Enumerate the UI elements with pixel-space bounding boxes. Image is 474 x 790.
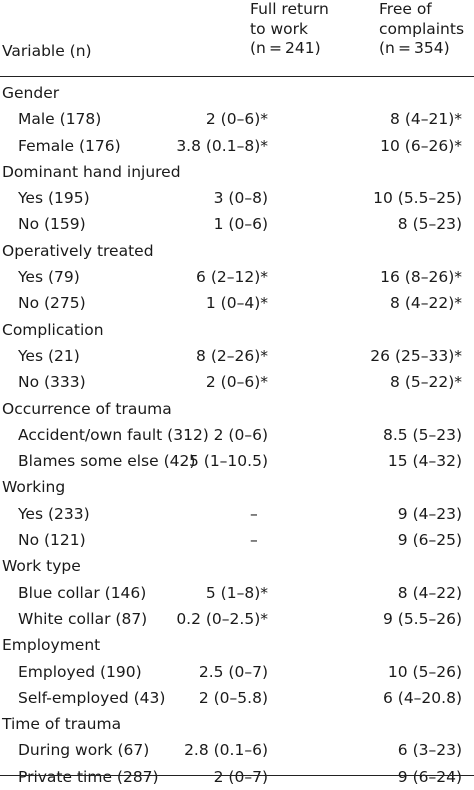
cell-full-return: 5 (1–8)* (205, 583, 268, 602)
group-header-row (0, 159, 474, 185)
table-row (0, 106, 474, 132)
row-label: Yes (21) (18, 346, 80, 365)
group-header-row (0, 317, 474, 343)
cell-full-return: 2 (0–6)* (205, 110, 268, 129)
row-label: During work (67) (18, 741, 150, 760)
row-label: Employed (190) (18, 662, 142, 681)
cell-free-of-complaints: 9 (6–25) (397, 531, 462, 550)
table-row (0, 133, 474, 159)
table-row (0, 527, 474, 553)
table-row (0, 422, 474, 448)
row-label: Female (176) (18, 136, 121, 155)
group-header-row (0, 711, 474, 737)
table-row (0, 764, 474, 790)
row-label: No (333) (18, 373, 86, 392)
table-row (0, 448, 474, 474)
header-free-of-complaints-line: complaints (379, 19, 465, 38)
group-label: Working (2, 478, 66, 497)
group-label: Operatively treated (2, 241, 154, 260)
cell-full-return: 2 (0–7) (213, 767, 268, 786)
row-label: Yes (233) (18, 504, 90, 523)
cell-free-of-complaints: 15 (4–32) (387, 452, 462, 471)
table-body (0, 76, 474, 790)
cell-full-return: – (250, 504, 258, 523)
cell-full-return: 3 (0–8) (213, 189, 268, 208)
cell-free-of-complaints: 10 (5–26) (387, 662, 462, 681)
cell-free-of-complaints: 10 (6–26)* (380, 136, 462, 155)
group-header-row (0, 238, 474, 264)
row-label: Private time (287) (18, 767, 159, 786)
table-row (0, 211, 474, 237)
group-label: Dominant hand injured (2, 162, 181, 181)
cell-full-return: 8 (2–26)* (196, 346, 268, 365)
table-header (0, 0, 474, 77)
cell-full-return: 2 (0–5.8) (198, 688, 268, 707)
group-label: Occurrence of trauma (2, 399, 172, 418)
cell-free-of-complaints: 9 (4–23) (397, 504, 462, 523)
table-row (0, 659, 474, 685)
cell-free-of-complaints: 6 (4–20.8) (382, 688, 462, 707)
table-row (0, 290, 474, 316)
cell-free-of-complaints: 16 (8–26)* (380, 268, 462, 287)
table-row (0, 606, 474, 632)
row-label: No (121) (18, 531, 86, 550)
group-header-row (0, 80, 474, 106)
header-free-of-complaints (379, 0, 464, 59)
group-header-row (0, 632, 474, 658)
table-row (0, 685, 474, 711)
group-header-row (0, 553, 474, 579)
cell-free-of-complaints: 26 (25–33)* (370, 346, 462, 365)
row-label: No (159) (18, 215, 86, 234)
cell-free-of-complaints: 10 (5.5–25) (373, 189, 462, 208)
cell-full-return: 2 (0–6) (213, 425, 268, 444)
cell-free-of-complaints: 8 (4–22)* (390, 294, 462, 313)
cell-full-return: 3.8 (0.1–8)* (176, 136, 268, 155)
header-full-return-line: Full return (250, 0, 329, 18)
header-full-return-line: to work (250, 19, 308, 38)
cell-full-return: 5 (1–10.5) (188, 452, 268, 471)
cell-full-return: 6 (2–12)* (196, 268, 268, 287)
cell-free-of-complaints: 9 (6–24) (397, 767, 462, 786)
group-header-row (0, 396, 474, 422)
cell-free-of-complaints: 8 (4–22) (397, 583, 462, 602)
cell-full-return: 2 (0–6)* (205, 373, 268, 392)
header-free-of-complaints-line: Free of (379, 0, 432, 18)
group-label: Time of trauma (2, 715, 122, 734)
row-label: Self-employed (43) (18, 688, 166, 707)
group-label: Employment (2, 636, 101, 655)
cell-full-return: – (250, 531, 258, 550)
row-label: White collar (87) (18, 609, 148, 628)
header-free-of-complaints-line: (n = 354) (379, 39, 450, 57)
table-row (0, 737, 474, 763)
row-label: Male (178) (18, 110, 102, 129)
table-row (0, 185, 474, 211)
cell-full-return: 1 (0–4)* (205, 294, 268, 313)
header-full-return-line: (n = 241) (250, 39, 321, 57)
cell-free-of-complaints: 8 (5–22)* (390, 373, 462, 392)
cell-full-return: 1 (0–6) (213, 215, 268, 234)
cell-free-of-complaints: 9 (5.5–26) (382, 609, 462, 628)
row-label: Yes (195) (18, 189, 90, 208)
group-label: Work type (2, 557, 81, 576)
group-label: Complication (2, 320, 104, 339)
group-header-row (0, 474, 474, 500)
table-row (0, 369, 474, 395)
row-label: Blue collar (146) (18, 583, 147, 602)
cell-full-return: 2.8 (0.1–6) (184, 741, 268, 760)
row-label: No (275) (18, 294, 86, 313)
header-variable: Variable (n) (2, 42, 92, 60)
table-row (0, 343, 474, 369)
row-label: Accident/own fault (312) (18, 425, 209, 444)
table-row (0, 501, 474, 527)
group-label: Gender (2, 84, 60, 102)
table-row (0, 264, 474, 290)
cell-full-return: 0.2 (0–2.5)* (176, 609, 268, 628)
table-row (0, 580, 474, 606)
row-label: Yes (79) (18, 268, 80, 287)
cell-free-of-complaints: 8 (4–21)* (390, 110, 462, 129)
cell-free-of-complaints: 8.5 (5–23) (382, 425, 462, 444)
cell-free-of-complaints: 6 (3–23) (397, 741, 462, 760)
header-full-return (250, 0, 329, 59)
cell-free-of-complaints: 8 (5–23) (397, 215, 462, 234)
row-label: Blames some else (42) (18, 452, 196, 471)
cell-full-return: 2.5 (0–7) (198, 662, 268, 681)
